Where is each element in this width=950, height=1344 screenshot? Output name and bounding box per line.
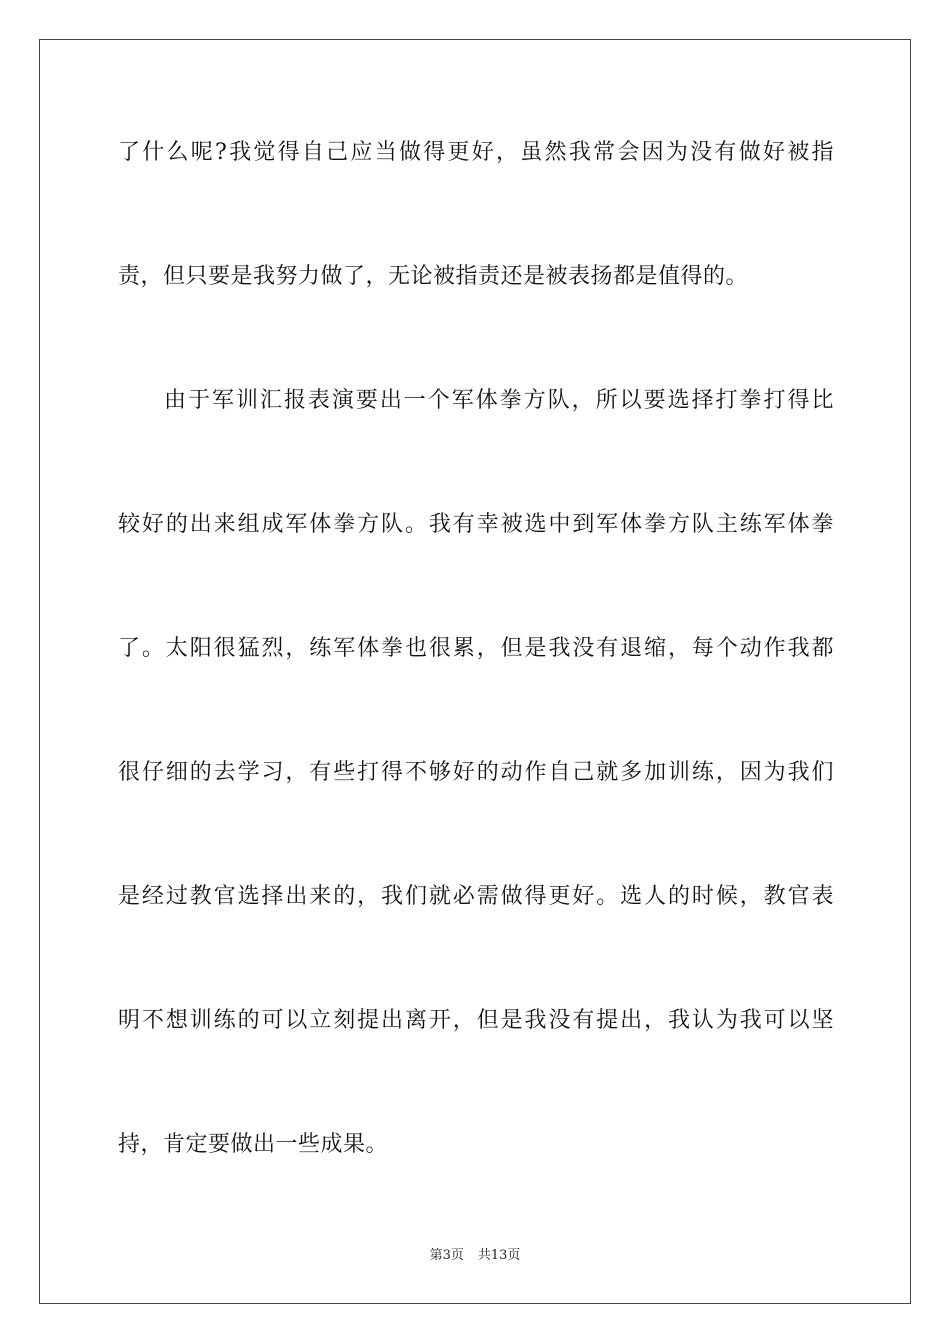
page-number: 第3页 bbox=[429, 1248, 464, 1263]
paragraph-line: 持，肯定要做出一些成果。 bbox=[118, 1132, 389, 1157]
paragraph-line: 了什么呢?我觉得自己应当做得更好，虽然我常会因为没有做好被指 bbox=[118, 140, 834, 165]
paragraph-line: 责，但只要是我努力做了，无论被指责还是被表扬都是值得的。 bbox=[118, 264, 749, 289]
paragraph-line: 很仔细的去学习，有些打得不够好的动作自己就多加训练，因为我们 bbox=[118, 760, 834, 785]
paragraph-line: 明不想训练的可以立刻提出离开，但是我没有提出，我认为我可以坚 bbox=[118, 1008, 834, 1033]
page-border bbox=[39, 39, 911, 1304]
paragraph-line: 是经过教官选择出来的，我们就必需做得更好。选人的时候，教官表 bbox=[118, 884, 834, 909]
paragraph-line: 由于军训汇报表演要出一个军体拳方队，所以要选择打拳打得比 bbox=[164, 388, 834, 413]
paragraph-line: 了。太阳很猛烈，练军体拳也很累，但是我没有退缩，每个动作我都 bbox=[118, 636, 834, 661]
page-total: 共13页 bbox=[477, 1248, 521, 1263]
page-footer bbox=[0, 1247, 950, 1265]
paragraph-line: 较好的出来组成军体拳方队。我有幸被选中到军体拳方队主练军体拳 bbox=[118, 512, 834, 537]
